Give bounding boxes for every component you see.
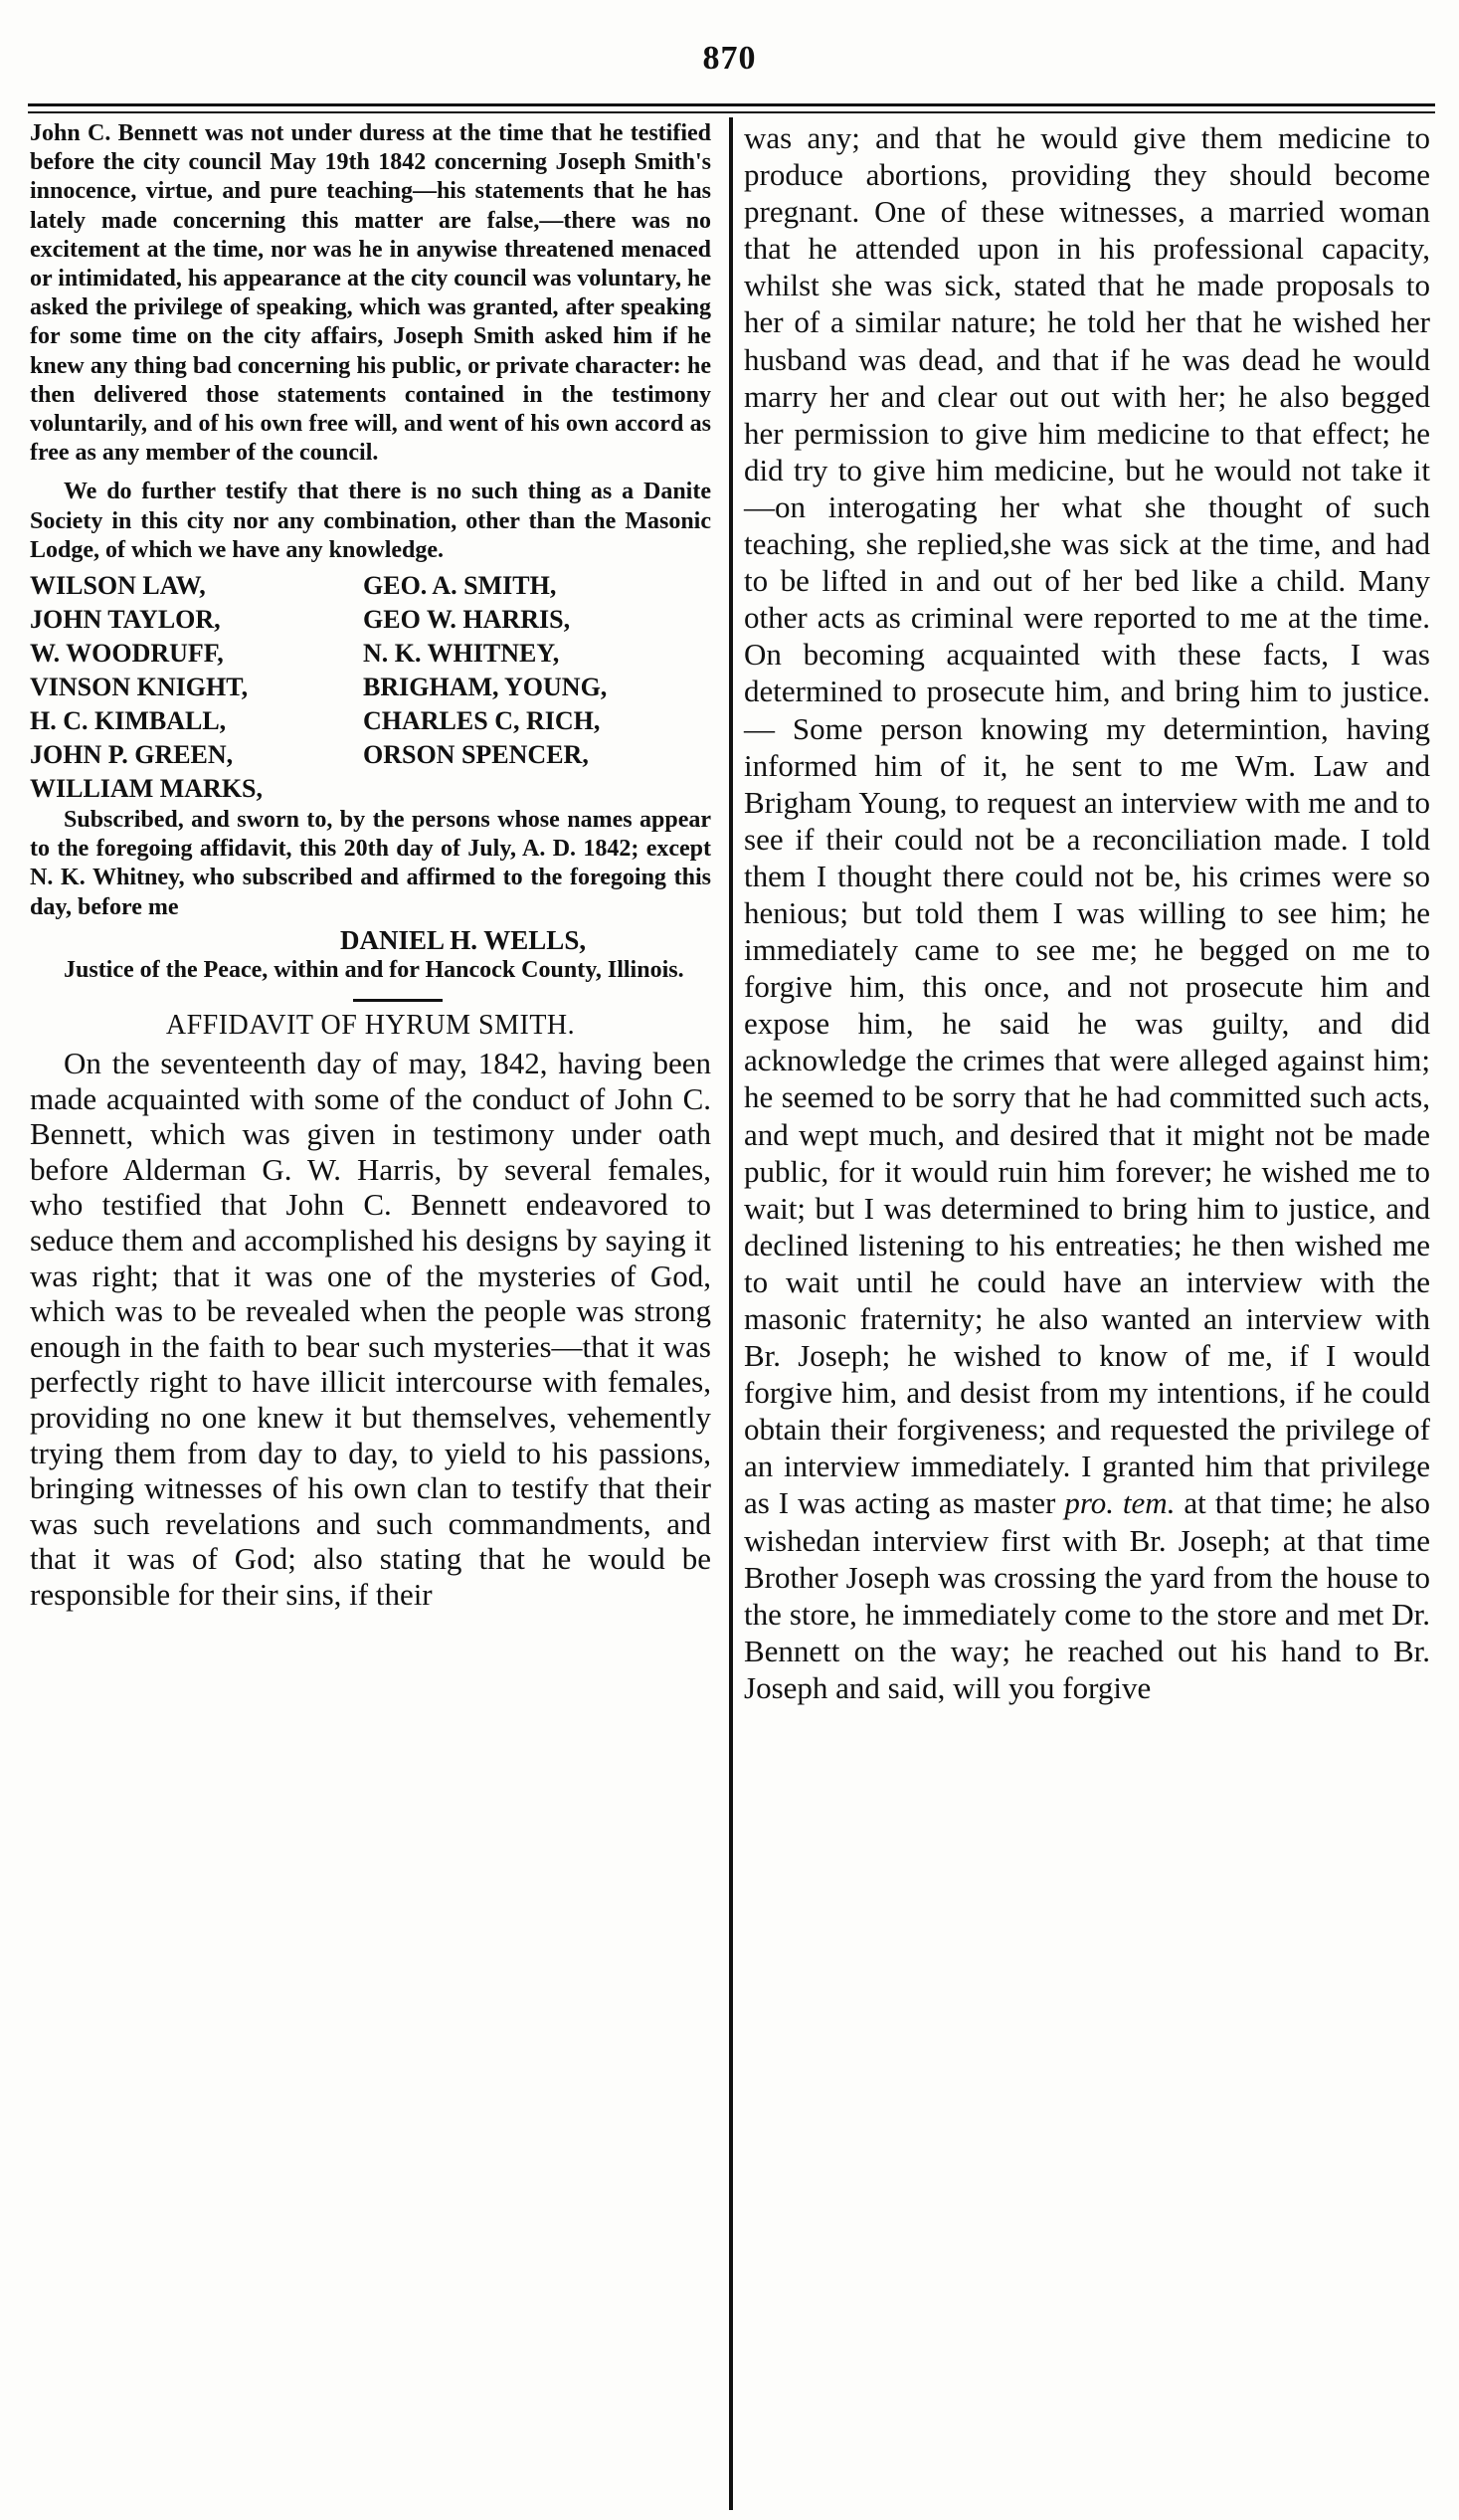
right-text-after-italic: at that time; he also wishedan interview first with Br. Joseph; at that time Brother Joseph was crossing the yard from the house to the store, he immediately come to the store and met Dr. Bennett on the way; he reached out his hand to Br. Joseph and said, will you forgive — [744, 1485, 1431, 1705]
italic-phrase: pro. tem. — [1064, 1485, 1176, 1521]
signer-name — [363, 772, 711, 806]
left-column — [30, 119, 711, 1613]
page-number: 870 — [702, 40, 757, 77]
signer-name: GEO W. HARRIS, — [363, 605, 571, 635]
section-rule — [353, 999, 443, 1002]
signer-name: CHARLES C, RICH, — [363, 706, 601, 736]
column-divider — [729, 117, 733, 2510]
signer-name: WILLIAM MARKS, — [30, 774, 264, 804]
signer-name: BRIGHAM, YOUNG, — [363, 673, 608, 702]
signer-name: N. K. WHITNEY, — [363, 639, 560, 669]
right-column — [744, 119, 1430, 1706]
right-text-before-italic: was any; and that he would give them medicine to produce abortions, providing they should become pregnant. One of these witnesses, a married woman that he attended upon in his professional capacity, whilst she was sick, stated that he made proposals to her of a similar nature; he told her that he wished her husband was dead, and that if he was dead he would marry her and clear out out with her; he also begged her permission to give him medicine to that effect; he did try to give him medicine, but he would not take it—on interogating her what she thought of such teaching, she replied,she was sick at the time, and had to be lifted in and out of her bed like a child. Many other acts as criminal were reported to me at the time. On becoming acquainted with these facts, I was determined to prosecute him, and bring him to justice.— Some person knowing my determintion, having informed him of it, he sent to me Wm. Law and Brigham Young, to request an interview with me and to see if their could not be a reconciliation made. I told them I thought there could not be, his crimes were so henious; but told them I was willing to see him; he immediately came to see me; he begged on me to forgive him, this once, and not prosecute him and expose him, he said he was guilty, and did acknowledge the crimes that were alleged against him; he seemed to be sorry that he had committed such acts, and wept much, and desired that it might not be made public, for it would ruin him forever; he wished me to wait; but I was determined to bring him to justice, and declined listening to his entreaties; he then wished me to wait until he could have an interview with the masonic fraternity; he also wanted an interview with Br. Joseph; he wished to know of me, if I would forgive him, and desist from my intentions, if he could obtain their forgiveness; and requested the privilege of an interview immediately. I granted him that privilege as I was acting as master — [744, 120, 1430, 1521]
testify-paragraph: We do further testify that there is no such thing as a Danite Society in this city nor any combination, other than the Masonic Lodge, of which we have any knowledge. — [30, 479, 711, 563]
header-rule-thin — [28, 111, 1435, 113]
signer-name: JOHN TAYLOR, — [30, 605, 221, 635]
justice-title: Justice of the Peace, within and for Hancock County, Illinois. — [64, 956, 684, 983]
affidavit-heading: AFFIDAVIT OF HYRUM SMITH. — [165, 1010, 576, 1042]
right-column-paragraph — [744, 119, 1430, 1706]
signer-name: WILSON LAW, — [30, 571, 206, 601]
signer-name: JOHN P. GREEN, — [30, 740, 234, 770]
justice-name: DANIEL H. WELLS, — [340, 924, 587, 955]
signer-name: GEO. A. SMITH, — [363, 571, 557, 601]
affidavit-paragraph: On the seventeenth day of may, 1842, having been made acquainted with some of the conduct of John C. Bennett, which was given in testimony under oath before Alderman G. W. Harris, by several females, who testified that John C. Bennett endeavored to seduce them and accomplished his designs by saying it was right; that it was one of the mysteries of God, which was to be revealed when the people was strong enough in the faith to bear such mysteries—that it was perfectly right to have illicit intercourse with females, providing no one knew it but themselves, vehemently trying them from day to day, to yield to his passions, bringing witnesses of his own clan to testify that their was such revelations and such commandments, and that it was of God; also stating that he would be responsible for their sins, if their — [30, 1046, 711, 1612]
signer-name: W. WOODRUFF, — [30, 639, 224, 669]
intro-paragraph: John C. Bennett was not under duress at the time that he testified before the city council May 19th 1842 concerning Joseph Smith's innocence, virtue, and pure teaching—his statements that he has lately made concerning this matter are false,—there was no excitement at the time, nor was he in anywise threatened menaced or intimidated, his appearance at the city council was voluntary, he asked the privilege of speaking, which was granted, after speaking for some time on the city affairs, Joseph Smith asked him if he knew any thing bad concerning his public, or private character: he then delivered those statements contained in the testimony voluntarily, and of his own free will, and went of his own accord as free as any member of the council. — [30, 120, 711, 467]
signers-list — [30, 569, 711, 806]
subscribed-paragraph: Subscribed, and sworn to, by the persons whose names appear to the foregoing affidavit, this 20th day of July, A. D. 1842; except N. K. Whitney, who subscribed and affirmed to the foregoing this day, before me — [30, 807, 711, 920]
signer-name: VINSON KNIGHT, — [30, 673, 249, 702]
header-rule — [28, 103, 1435, 106]
signer-name: ORSON SPENCER, — [363, 740, 589, 770]
signer-name: H. C. KIMBALL, — [30, 706, 227, 736]
